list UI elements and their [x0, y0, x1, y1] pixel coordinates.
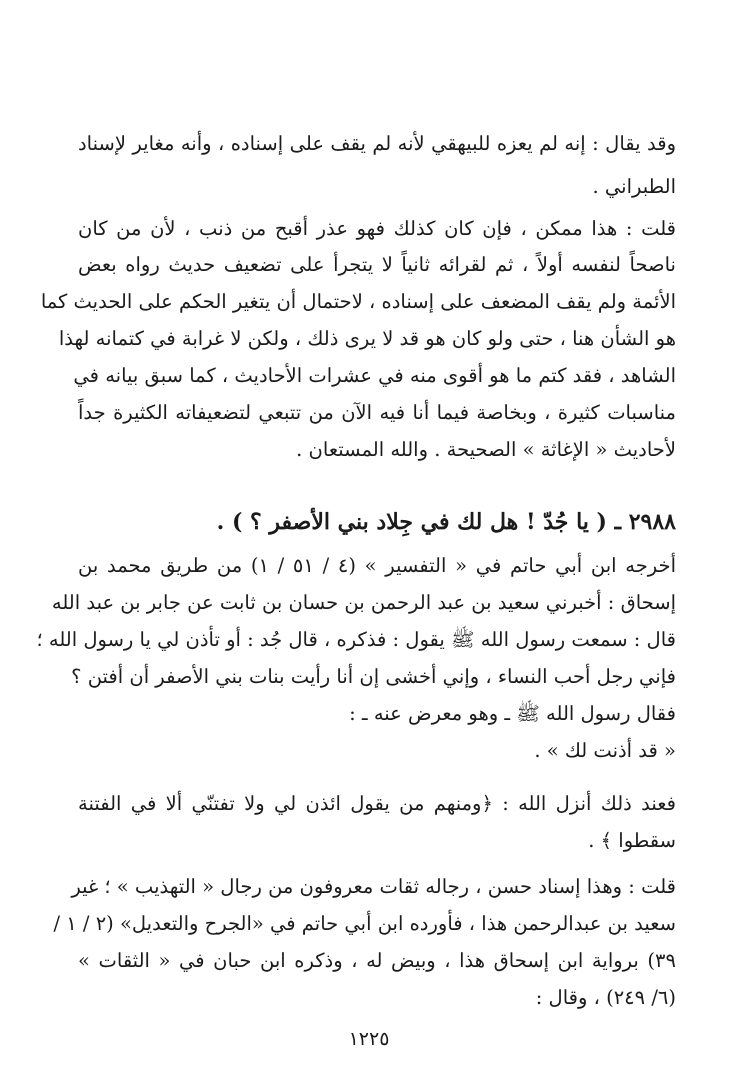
text-line: قلت : هذا ممكن ، فإن كان كذلك فهو عذر أقبح من ذنب ، لأن من كان — [78, 217, 676, 240]
text-line: لأحاديث « الإغاثة » الصحيحة . والله المستعان . — [296, 438, 676, 461]
text-line: الأئمة ولم يقف المضعف على إسناده ، لاحتمال أن يتغير الحكم على الحديث كما — [40, 290, 676, 313]
text-line: فقال رسول الله ﷺ ـ وهو معرض عنه ـ : — [349, 702, 676, 725]
text-line: فإني رجل أحب النساء ، وإني أخشى إن أنا رأيت بنات بني الأصفر أن أفتن ؟ — [71, 665, 676, 688]
text-line: قلت : وهذا إسناد حسن ، رجاله ثقات معروفون من رجال « التهذيب » ؛ غير — [71, 875, 676, 898]
text-line: وقد يقال : إنه لم يعزه للبيهقي لأنه لم يقف على إسناده ، وأنه مغاير لإسناد — [78, 132, 676, 155]
text-line: الشاهد ، فقد كتم ما هو أقوى منه في عشرات الأحاديث ، كما سبق بيانه في — [73, 364, 676, 387]
text-line: سقطوا ﴾ . — [588, 829, 676, 852]
text-line: إسحاق : أخبرني سعيد بن عبد الرحمن بن حسان بن ثابت عن جابر بن عبد الله — [51, 591, 676, 614]
text-line: أخرجه ابن أبي حاتم في « التفسير » (٤ / ٥١ / ١) من طريق محمد بن — [78, 554, 677, 577]
page-number: ١٢٢٥ — [348, 1028, 390, 1050]
text-line: قال : سمعت رسول الله ﷺ يقول : فذكره ، قال جُد : أو تأذن لي يا رسول الله ؛ — [36, 628, 676, 651]
text-line: مناسبات كثيرة ، وبخاصة فيما أنا فيه الآن من تتبعي لتضعيفاته الكثيرة جداً — [78, 401, 676, 424]
text-line: فعند ذلك أنزل الله : ﴿ومنهم من يقول ائذن لي ولا تفتنّي ألا في الفتنة — [78, 792, 676, 815]
text-line: ناصحاً لنفسه أولاً ، ثم لقرائه ثانياً لا يتجرأ على تضعيف حديث رواه بعض — [78, 253, 676, 276]
text-line: الطبراني . — [592, 175, 676, 198]
text-line: « قد أذنت لك » . — [534, 739, 676, 762]
hadith-heading: ٢٩٨٨ ـ ( يا جُدّ ! هل لك في جِلاد بني الأصفر ؟ ) . — [216, 509, 676, 535]
text-line: ٣٩) برواية ابن إسحاق هذا ، وبيض له ، وذكره ابن حبان في « الثقات » — [78, 949, 676, 972]
text-line: هو الشأن هنا ، حتى ولو كان هو قد لا يرى ذلك ، ولكن لا غرابة في كتمانه لهذا — [58, 327, 676, 350]
text-line: (٦/ ٢٤٩) ، وقال : — [535, 986, 676, 1009]
text-line: سعيد بن عبدالرحمن هذا ، فأورده ابن أبي حاتم في «الجرح والتعديل» (٢ / ١ / — [53, 912, 676, 935]
